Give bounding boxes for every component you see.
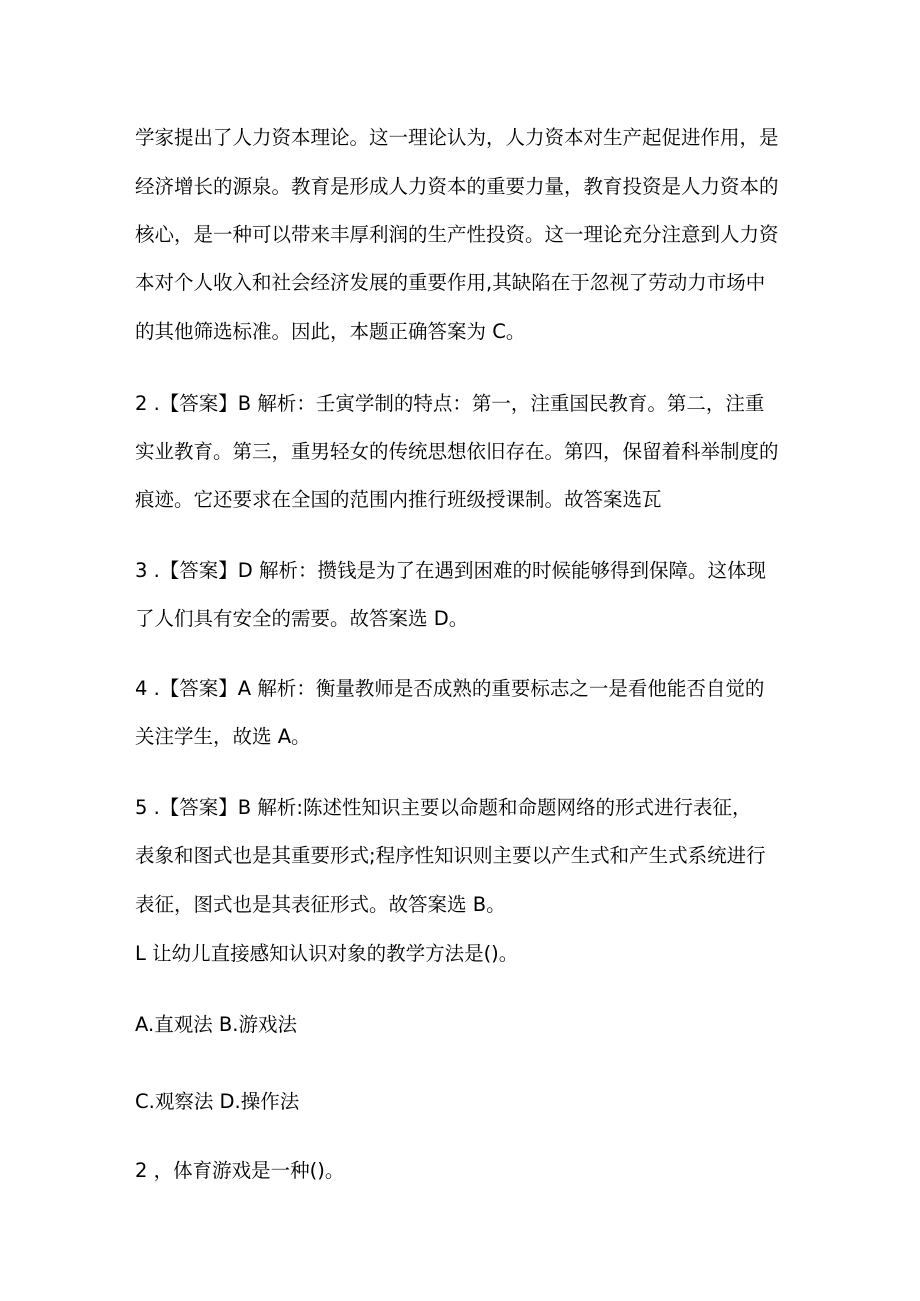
paragraph-1-line-5: 的其他筛选标准。因此，本题正确答案为 C。 [135, 320, 526, 343]
question-1: L 让幼儿直接感知认识对象的教学方法是()。 [135, 942, 519, 965]
answer-2-line-2: 实业教育。第三，重男轻女的传统思想依旧存在。第四，保留着科举制度的 [135, 440, 779, 463]
question-1-options-ab: A.直观法 B.游戏法 [135, 1013, 297, 1036]
paragraph-1-line-4: 本对个人收入和社会经济发展的重要作用,其缺陷在于忽视了劳动力市场中 [135, 271, 766, 294]
paragraph-1-line-1: 学家提出了人力资本理论。这一理论认为，人力资本对生产起促进作用，是 [135, 126, 779, 149]
answer-3-line-2: 了人们具有安全的需要。故答案选 D。 [135, 607, 469, 630]
answer-4-line-1: 4 .【答案】A 解析：衡量教师是否成熟的重要标志之一是看他能否自觉的 [135, 677, 765, 700]
answer-5-line-2: 表象和图式也是其重要形式;程序性知识则主要以产生式和产生式系统进行 [135, 844, 766, 867]
question-2: 2 ，体育游戏是一种()。 [135, 1159, 345, 1182]
answer-3-line-1: 3 .【答案】D 解析：攒钱是为了在遇到困难的时候能够得到保障。这体现 [135, 559, 767, 582]
answer-5-line-3: 表征，图式也是其表征形式。故答案选 B。 [135, 893, 506, 916]
answer-2-line-1: 2 .【答案】B 解析：壬寅学制的特点：第一，注重国民教育。第二，注重 [135, 392, 765, 415]
answer-2-line-3: 痕迹。它还要求在全国的范围内推行班级授课制。故答案选瓦 [135, 488, 662, 511]
question-1-options-cd: C.观察法 D.操作法 [135, 1090, 300, 1113]
paragraph-1-line-2: 经济增长的源泉。教育是形成人力资本的重要力量，教育投资是人力资本的 [135, 175, 779, 198]
answer-4-line-2: 关注学生，故选 A。 [135, 725, 311, 748]
answer-5-line-1: 5 .【答案】B 解析:陈述性知识主要以命题和命题网络的形式进行表征， [135, 796, 752, 819]
paragraph-1-line-3: 核心，是一种可以带来丰厚利润的生产性投资。这一理论充分注意到人力资 [135, 223, 779, 246]
